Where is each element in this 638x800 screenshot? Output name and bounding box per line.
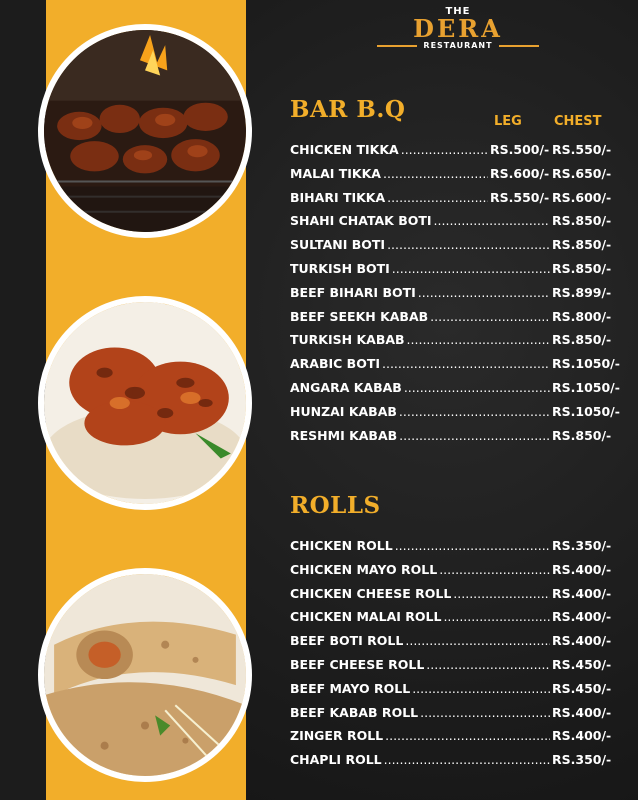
leader-dots <box>387 190 488 205</box>
menu-row <box>290 728 620 752</box>
item-price: RS.400/- <box>552 728 612 744</box>
chest-column-header: CHEST <box>554 114 602 129</box>
leader-dots <box>383 166 488 181</box>
chest-price: RS.650/- <box>552 165 612 181</box>
paratha-roll-photo <box>38 568 252 782</box>
item-name: ZINGER ROLL <box>290 728 384 744</box>
leader-dots <box>395 538 550 553</box>
item-name: BEEF BOTI ROLL <box>290 633 404 649</box>
menu-row <box>290 261 620 285</box>
leader-dots <box>401 142 488 157</box>
item-name: BEEF KABAB ROLL <box>290 704 419 720</box>
item-price: RS.400/- <box>552 561 612 577</box>
leader-dots <box>412 681 550 696</box>
logo-subtitle: RESTAURANT <box>423 41 493 50</box>
item-name: BEEF MAYO ROLL <box>290 680 411 696</box>
item-name: BEEF BIHARI BOTI <box>290 284 416 300</box>
bbq-menu-list <box>290 142 620 451</box>
item-price: RS.350/- <box>552 538 612 553</box>
item-price: RS.400/- <box>552 704 612 720</box>
tikka-chicken-photo <box>38 296 252 510</box>
item-name: CHICKEN CHEESE ROLL <box>290 585 452 601</box>
item-name: MALAI TIKKA <box>290 165 381 181</box>
leader-dots <box>418 285 550 300</box>
menu-row <box>290 237 620 261</box>
leader-dots <box>399 404 550 419</box>
leader-dots <box>420 705 550 720</box>
item-name: ANGARA KABAB <box>290 379 402 395</box>
item-price: RS.850/- <box>552 260 612 276</box>
menu-row <box>290 633 620 657</box>
bbq-section-title: BAR B.Q <box>290 96 406 123</box>
restaurant-logo <box>368 6 548 50</box>
item-name: TURKISH KABAB <box>290 332 405 348</box>
leg-price: RS.550/- <box>490 189 550 205</box>
leg-column-header: LEG <box>494 114 522 129</box>
bbq-grill-photo <box>38 24 252 238</box>
leader-dots <box>399 428 550 443</box>
rolls-section-title: ROLLS <box>290 492 381 519</box>
leader-dots <box>382 356 550 371</box>
logo-line-left <box>377 45 417 47</box>
leg-price: RS.600/- <box>490 165 550 181</box>
menu-row <box>290 752 620 776</box>
item-price: RS.450/- <box>552 656 612 672</box>
leader-dots <box>439 562 550 577</box>
item-price: RS.850/- <box>552 427 612 443</box>
logo-name: DERA <box>413 14 503 43</box>
leader-dots <box>404 380 550 395</box>
leader-dots <box>385 728 550 743</box>
item-price: RS.400/- <box>552 609 612 625</box>
logo-line-right <box>499 45 539 47</box>
leader-dots <box>453 586 550 601</box>
item-price: RS.1050/- <box>552 403 620 419</box>
leader-dots <box>392 261 550 276</box>
menu-row <box>290 681 620 705</box>
leg-price: RS.500/- <box>490 142 550 157</box>
chest-price: RS.550/- <box>552 142 612 157</box>
item-price: RS.850/- <box>552 213 612 229</box>
menu-row <box>290 586 620 610</box>
menu-row <box>290 380 620 404</box>
item-name: ARABIC BOTI <box>290 356 381 372</box>
item-name: HUNZAI KABAB <box>290 403 397 419</box>
leader-dots <box>426 657 550 672</box>
menu-row <box>290 404 620 428</box>
item-name: BIHARI TIKKA <box>290 189 386 205</box>
item-price: RS.1050/- <box>552 356 620 372</box>
item-name: CHICKEN ROLL <box>290 538 393 553</box>
menu-row <box>290 142 620 166</box>
item-name: CHICKEN MALAI ROLL <box>290 609 442 625</box>
item-name: BEEF SEEKH KABAB <box>290 308 429 324</box>
menu-row <box>290 356 620 380</box>
menu-row <box>290 285 620 309</box>
menu-row <box>290 332 620 356</box>
menu-row <box>290 609 620 633</box>
item-price: RS.800/- <box>552 308 612 324</box>
item-name: BEEF CHEESE ROLL <box>290 656 425 672</box>
menu-row <box>290 166 620 190</box>
item-name: TURKISH BOTI <box>290 260 390 276</box>
item-price: RS.1050/- <box>552 379 620 395</box>
leader-dots <box>405 633 550 648</box>
menu-row <box>290 190 620 214</box>
leader-dots <box>430 309 550 324</box>
menu-row <box>290 705 620 729</box>
item-name: CHICKEN TIKKA <box>290 142 399 157</box>
chest-price: RS.600/- <box>552 189 612 205</box>
item-name: SHAHI CHATAK BOTI <box>290 213 432 229</box>
menu-row <box>290 428 620 452</box>
menu-row <box>290 538 620 562</box>
menu-row <box>290 657 620 681</box>
item-price: RS.850/- <box>552 332 612 348</box>
item-price: RS.350/- <box>552 752 612 768</box>
item-name: RESHMI KABAB <box>290 427 398 443</box>
item-price: RS.899/- <box>552 284 612 300</box>
item-price: RS.400/- <box>552 633 612 649</box>
leader-dots <box>387 237 550 252</box>
menu-row <box>290 309 620 333</box>
menu-row <box>290 562 620 586</box>
leader-dots <box>434 213 550 228</box>
leader-dots <box>407 332 550 347</box>
item-price: RS.850/- <box>552 237 612 253</box>
menu-row <box>290 213 620 237</box>
item-price: RS.400/- <box>552 585 612 601</box>
leader-dots <box>384 752 550 767</box>
logo-the: THE <box>445 6 471 17</box>
item-name: SULTANI BOTI <box>290 237 386 253</box>
rolls-menu-list <box>290 538 620 776</box>
logo-subtitle-row <box>368 41 548 50</box>
item-name: CHICKEN MAYO ROLL <box>290 561 438 577</box>
item-price: RS.450/- <box>552 680 612 696</box>
leader-dots <box>443 609 550 624</box>
item-name: CHAPLI ROLL <box>290 752 382 768</box>
